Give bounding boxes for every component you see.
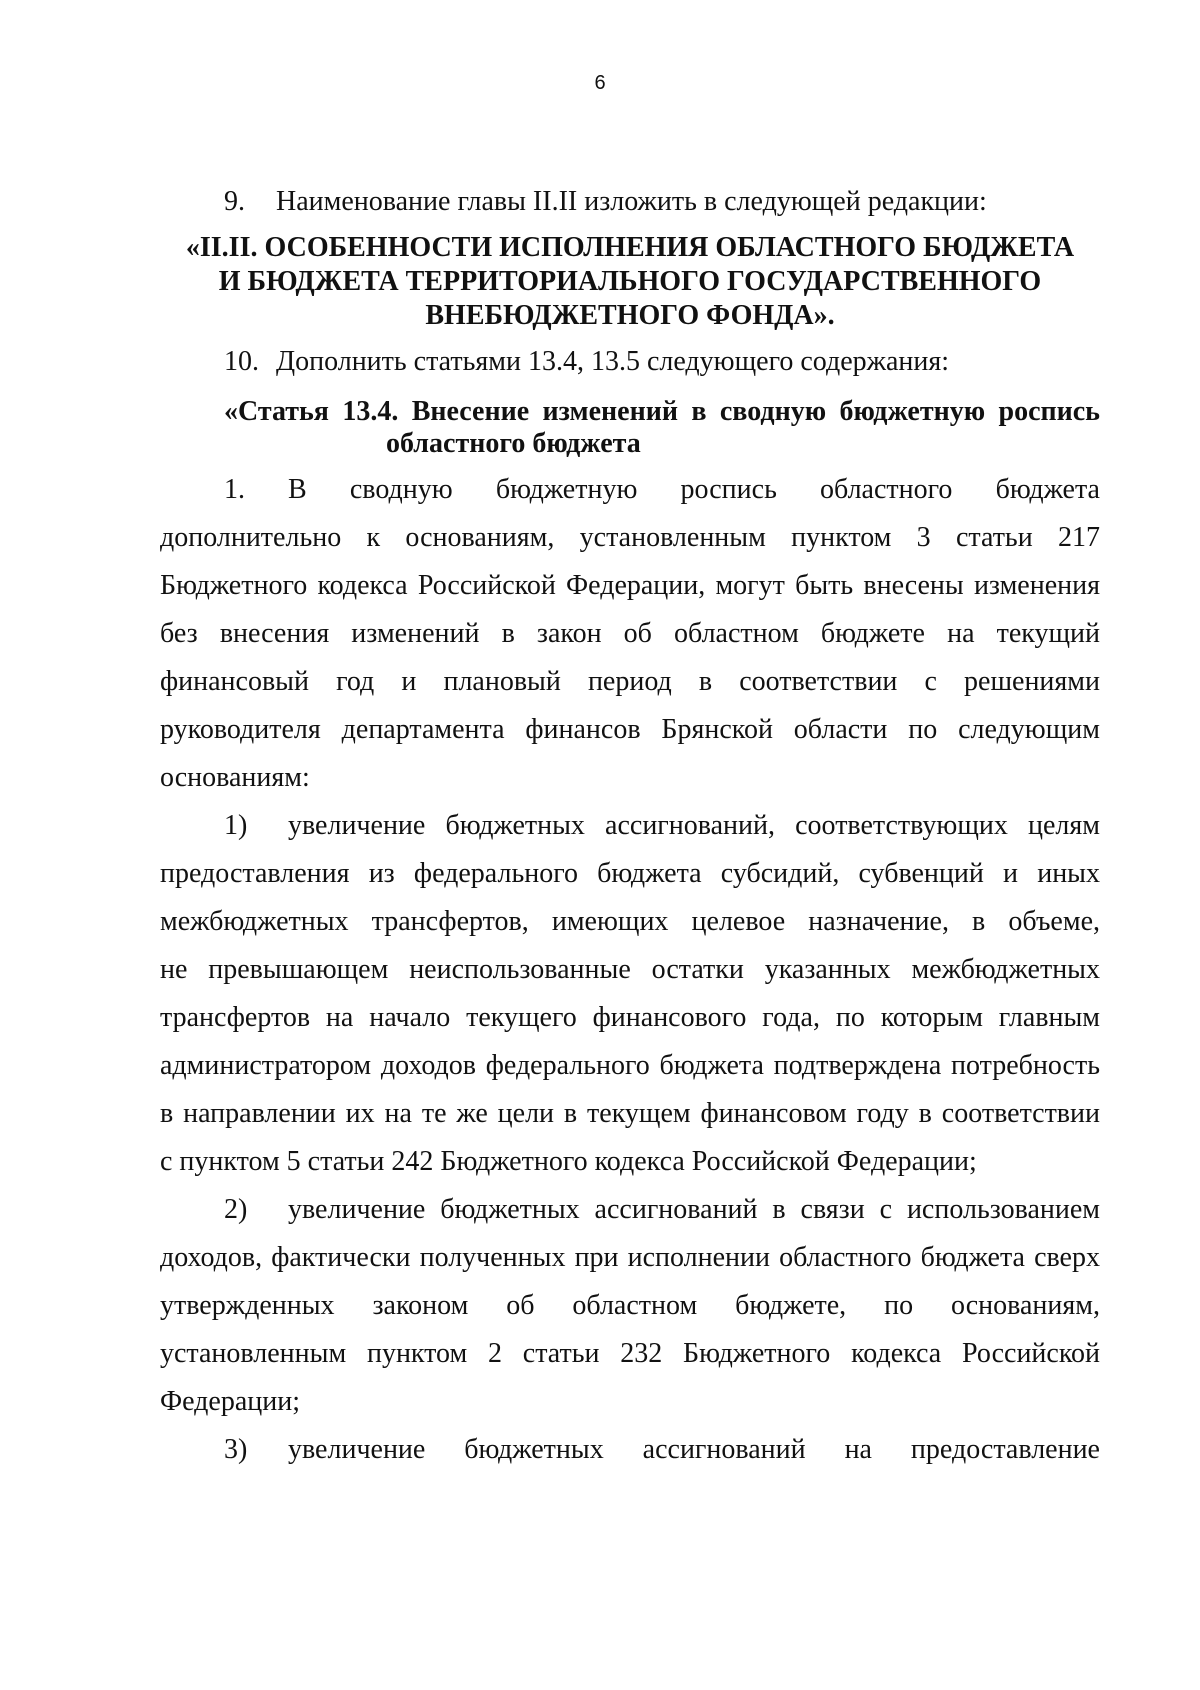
item-9-number: 9. [224, 186, 245, 217]
article-title-line-1: «Статья 13.4. Внесение изменений в сводную бюджетную роспись [224, 396, 1100, 427]
sub-1-line-1-text: увеличение бюджетных ассигнований, соответствующих целям [288, 810, 1100, 841]
sub-2-line-4: установленным пунктом 2 статьи 232 Бюджетного кодекса Российской [160, 1338, 1100, 1369]
sub-3-line-1 [224, 1434, 1100, 1466]
chapter-title-line-1: «II.II. ОСОБЕННОСТИ ИСПОЛНЕНИЯ ОБЛАСТНОГО БЮДЖЕТА [185, 232, 1075, 263]
para-1-line-3: Бюджетного кодекса Российской Федерации, могут быть внесены изменения [160, 570, 1100, 601]
article-title-line-2: областного бюджета [386, 428, 641, 459]
item-9 [224, 186, 987, 218]
sub-2-line-3: утвержденных законом об областном бюджете, по основаниям, [160, 1290, 1100, 1321]
sub-1-number: 1) [224, 810, 248, 841]
para-1-line-5: финансовый год и плановый период в соответствии с решениями [160, 666, 1100, 697]
para-1-line-4: без внесения изменений в закон об областном бюджете на текущий [160, 618, 1100, 649]
para-1-line-1-text: В сводную бюджетную роспись областного бюджета [288, 474, 1100, 505]
page-number: 6 [594, 72, 606, 94]
para-1-line-6: руководителя департамента финансов Брянской области по следующим [160, 714, 1100, 745]
item-10 [224, 346, 949, 378]
sub-2-line-2: доходов, фактически полученных при исполнении областного бюджета сверх [160, 1242, 1100, 1273]
sub-1-line-1 [224, 810, 1100, 842]
sub-1-line-3: межбюджетных трансфертов, имеющих целевое назначение, в объеме, [160, 906, 1100, 937]
sub-3-line-1-text: увеличение бюджетных ассигнований на предоставление [288, 1434, 1100, 1465]
sub-3-number: 3) [224, 1434, 248, 1465]
sub-1-line-7: в направлении их на те же цели в текущем финансовом году в соответствии [160, 1098, 1100, 1129]
sub-1-line-4: не превышающем неиспользованные остатки указанных межбюджетных [160, 954, 1100, 985]
sub-2-line-1-text: увеличение бюджетных ассигнований в связи с использованием [288, 1194, 1100, 1225]
sub-2-line-1 [224, 1194, 1100, 1226]
sub-1-line-2: предоставления из федерального бюджета субсидий, субвенций и иных [160, 858, 1100, 889]
para-1-line-2: дополнительно к основаниям, установленным пунктом 3 статьи 217 [160, 522, 1100, 553]
para-1-line-7: основаниям: [160, 762, 310, 793]
sub-2-line-5: Федерации; [160, 1386, 301, 1417]
para-1-line-1 [224, 474, 1100, 506]
chapter-title-line-3: ВНЕБЮДЖЕТНОГО ФОНДА». [425, 300, 835, 331]
sub-2-number: 2) [224, 1194, 248, 1225]
item-10-text: Дополнить статьями 13.4, 13.5 следующего содержания: [276, 346, 950, 377]
para-1-number: 1. [224, 474, 245, 505]
sub-1-line-6: администратором доходов федерального бюджета подтверждена потребность [160, 1050, 1100, 1081]
sub-1-line-8: с пунктом 5 статьи 242 Бюджетного кодекса Российской Федерации; [160, 1146, 977, 1177]
chapter-title-line-2: И БЮДЖЕТА ТЕРРИТОРИАЛЬНОГО ГОСУДАРСТВЕННОГО [218, 266, 1042, 297]
sub-1-line-5: трансфертов на начало текущего финансового года, по которым главным [160, 1002, 1100, 1033]
item-10-number: 10. [224, 346, 259, 377]
item-9-text: Наименование главы II.II изложить в следующей редакции: [276, 186, 987, 217]
